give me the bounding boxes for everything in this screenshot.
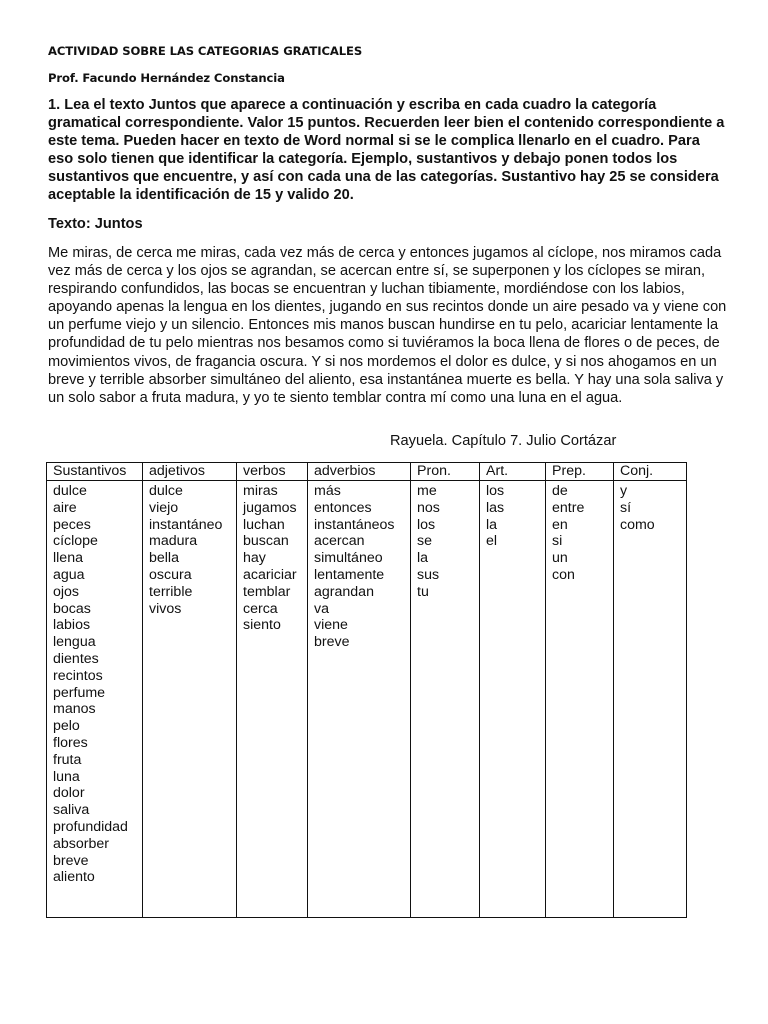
table-cell-word: peces — [53, 516, 91, 533]
table-cell-word: vivos — [149, 600, 182, 617]
table-cell-word: hay — [243, 550, 266, 567]
table-cell-word: acariciar — [243, 566, 297, 583]
table-cell-word: instantáneo — [149, 516, 223, 533]
table-cell-word: aliento — [53, 869, 95, 886]
table-cell-word: cíclope — [53, 533, 98, 550]
table-cell-word: nos — [417, 499, 440, 516]
table-cell-word: el — [486, 533, 498, 550]
table-cell-word: con — [552, 566, 575, 583]
table-cell-word: más — [314, 483, 341, 499]
table-cell-word: jugamos — [243, 499, 297, 516]
table-cell-word: sí — [620, 499, 632, 516]
column-articulos — [480, 481, 546, 918]
header-pronombres: Pron. — [411, 463, 480, 481]
document-title: ACTIVIDAD SOBRE LAS CATEGORIAS GRATICALES — [48, 44, 363, 58]
column-conjunciones — [614, 481, 687, 918]
table-cell-word: miras — [243, 483, 278, 499]
instructions-paragraph: 1. Lea el texto Juntos que aparece a continuación y escriba en cada cuadro la categoría gramatical correspondiente. Valor 15 puntos. Recuerden leer bien el contenido correspondiente a este tema. Pueden hacer en texto de Word normal si se le complica llenarlo en el cuadro. Para eso solo tienen que identificar la categoría. Ejemplo, sustantivos y debajo ponen todos los sustantivos que encuentre, y así con cada una de las categorías. Sustantivo hay 25 se considera aceptable la identificación de 15 y valido 20. — [48, 97, 725, 203]
table-row — [47, 481, 687, 918]
column-adjetivos — [143, 481, 237, 918]
table-cell-word: agua — [53, 566, 85, 583]
table-cell-word: lengua — [53, 634, 96, 651]
table-cell-word: se — [417, 533, 432, 550]
table-cell-word: simultáneo — [314, 550, 383, 567]
table-cell-word: breve — [53, 852, 89, 869]
table-cell-word: oscura — [149, 566, 192, 583]
table-cell-word: recintos — [53, 667, 103, 684]
table-cell-word: viene — [314, 617, 348, 634]
table-cell-word: pelo — [53, 718, 80, 735]
table-cell-word: profundidad — [53, 818, 128, 835]
table-cell-word: dulce — [149, 483, 183, 499]
table-cell-word: dolor — [53, 785, 85, 802]
column-pronombres — [411, 481, 480, 918]
column-sustantivos — [47, 481, 143, 918]
table-cell-word: aire — [53, 499, 77, 516]
table-cell-word: manos — [53, 701, 96, 718]
table-cell-word: madura — [149, 533, 198, 550]
table-cell-word: fruta — [53, 751, 82, 768]
text-heading: Texto: Juntos — [48, 216, 143, 232]
table-cell-word: viejo — [149, 499, 179, 516]
table-cell-word: me — [417, 483, 437, 499]
reading-paragraph: Me miras, de cerca me miras, cada vez más de cerca y entonces jugamos al cíclope, nos miramos cada vez más de cerca y los ojos se agrandan, se acercan entre sí, se superponen y los cíclopes se miran, respirando confundidos, las bocas se encuentran y luchan tibiamente, mordiéndose con los labios, apoyando apenas la lengua en los dientes, jugando en sus recintos donde un aire pesado va y viene con un perfume viejo y un silencio. Entonces mis manos buscan hundirse en tu pelo, acariciar lentamente la profundidad de tu pelo mientras nos besamos como si tuviéramos la boca llena de flores o de peces, de movimientos vivos, de fragancia oscura. Y si nos mordemos el dolor es dulce, y si nos ahogamos en un breve y terrible absorber simultáneo del aliento, esa instantánea muerte es bella. Y hay una sola saliva y un solo sabor a fruta madura, y yo te siento temblar contra mí como una luna en el agua. — [48, 245, 727, 406]
citation: Rayuela. Capítulo 7. Julio Cortázar — [390, 433, 617, 449]
table-cell-word: tu — [417, 583, 429, 600]
table-cell-word: lentamente — [314, 566, 385, 583]
table-cell-word: va — [314, 600, 329, 617]
table-cell-word: ojos — [53, 583, 80, 600]
table-cell-word: acercan — [314, 533, 365, 550]
header-adverbios: adverbios — [308, 463, 411, 481]
table-cell-word: la — [417, 550, 429, 567]
table-cell-word: dientes — [53, 650, 99, 667]
table-cell-word: luna — [53, 768, 80, 785]
table-cell-word: bocas — [53, 600, 91, 617]
table-cell-word: agrandan — [314, 583, 374, 600]
grammar-categories-table — [46, 462, 687, 918]
table-cell-word: las — [486, 499, 505, 516]
table-cell-word: dulce — [53, 483, 87, 499]
table-cell-word: en — [552, 516, 568, 533]
table-cell-word: temblar — [243, 583, 291, 600]
table-cell-word: entre — [552, 499, 585, 516]
table-cell-word: buscan — [243, 533, 289, 550]
table-cell-word: flores — [53, 734, 88, 751]
table-cell-word: cerca — [243, 600, 278, 617]
table-cell-word: de — [552, 483, 568, 499]
table-cell-word: breve — [314, 634, 350, 651]
header-adjetivos: adjetivos — [143, 463, 237, 481]
table-cell-word: si — [552, 533, 563, 550]
table-cell-word: luchan — [243, 516, 285, 533]
table-cell-word: llena — [53, 550, 83, 567]
table-cell-word: instantáneos — [314, 516, 395, 533]
author-line: Prof. Facundo Hernández Constancia — [48, 71, 285, 85]
header-articulos: Art. — [480, 463, 546, 481]
table-cell-word: un — [552, 550, 568, 567]
table-cell-word: la — [486, 516, 498, 533]
table-cell-word: como — [620, 516, 655, 533]
header-preposiciones: Prep. — [546, 463, 614, 481]
column-preposiciones — [546, 481, 614, 918]
table-cell-word: entonces — [314, 499, 372, 516]
header-conjunciones: Conj. — [614, 463, 687, 481]
header-sustantivos: Sustantivos — [47, 463, 143, 481]
table-cell-word: perfume — [53, 684, 106, 701]
table-cell-word: los — [417, 516, 436, 533]
column-adverbios — [308, 481, 411, 918]
table-header-row — [47, 463, 687, 481]
table-cell-word: absorber — [53, 835, 109, 852]
table-cell-word: sus — [417, 566, 440, 583]
table-cell-word: y — [620, 483, 628, 499]
column-verbos — [237, 481, 308, 918]
table-cell-word: labios — [53, 617, 91, 634]
table-cell-word: bella — [149, 550, 179, 567]
table-cell-word: saliva — [53, 802, 90, 819]
header-verbos: verbos — [237, 463, 308, 481]
table-cell-word: siento — [243, 617, 281, 634]
table-cell-word: los — [486, 483, 505, 499]
table-cell-word: terrible — [149, 583, 193, 600]
